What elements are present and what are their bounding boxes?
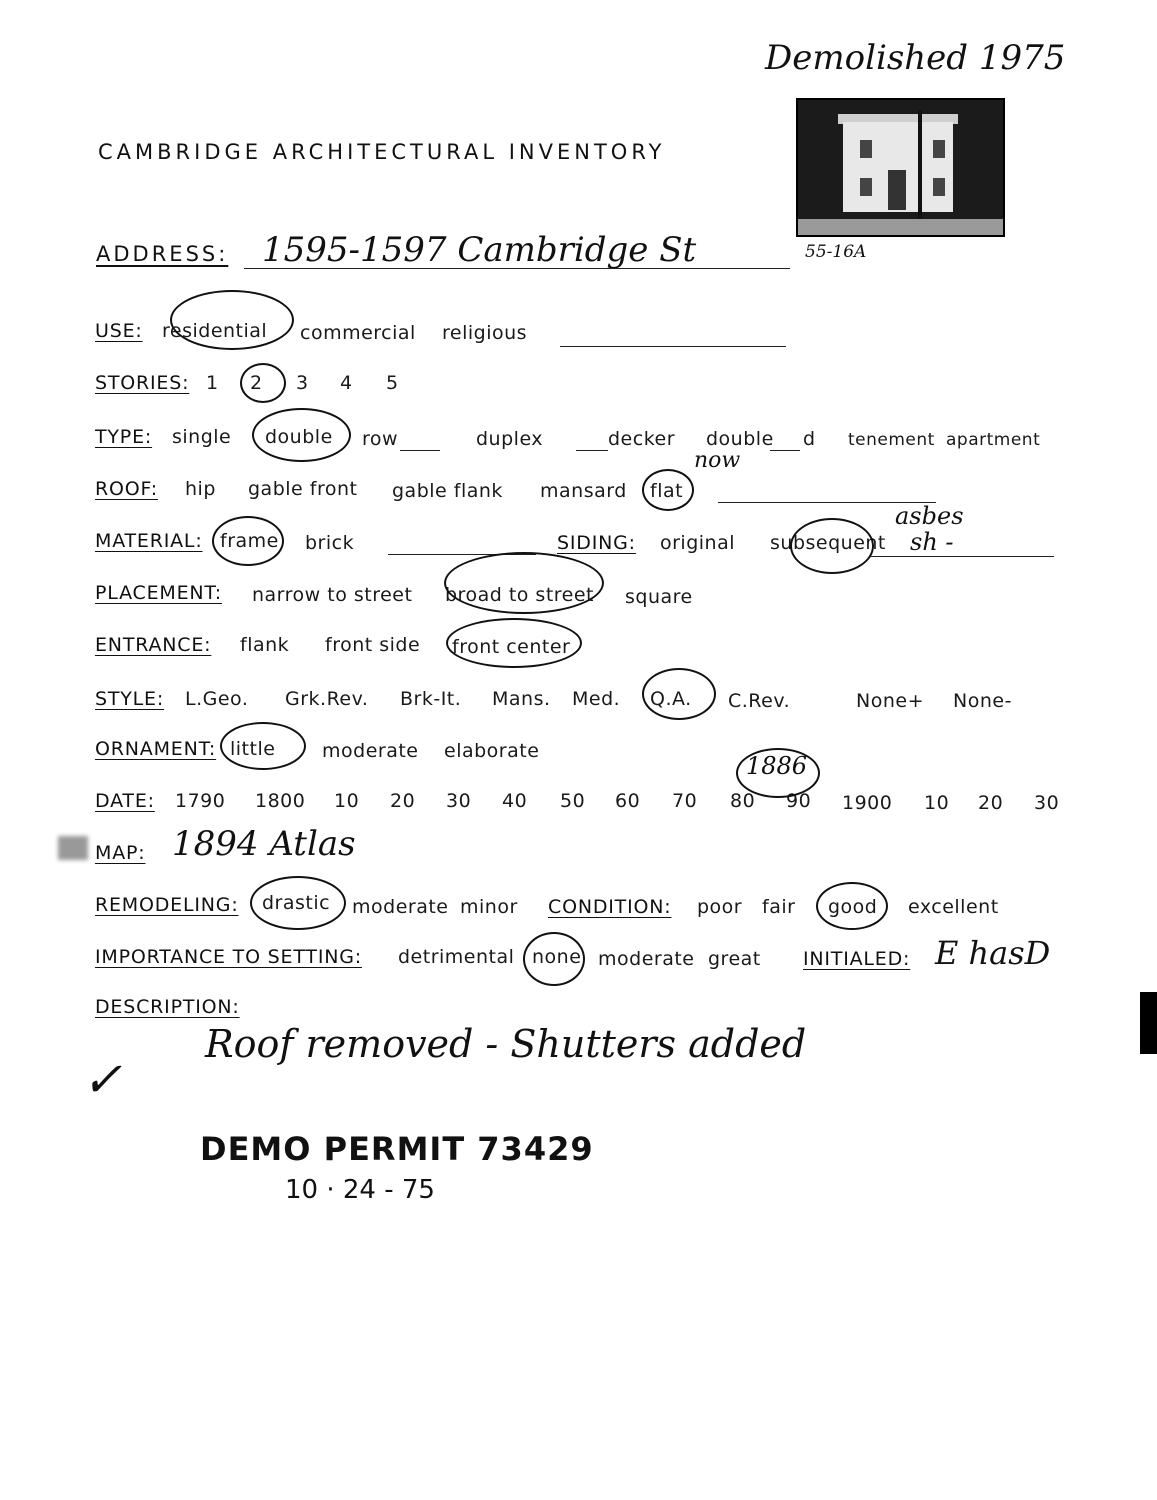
type-option: decker xyxy=(608,428,676,450)
use-option-commercial: commercial xyxy=(300,322,416,344)
entrance-option: flank xyxy=(240,634,290,656)
roof-note: now xyxy=(694,448,741,473)
siding-note: asbes xyxy=(895,502,964,530)
circle-mark xyxy=(212,516,284,566)
entrance-option: front center xyxy=(452,636,571,658)
style-option: L.Geo. xyxy=(185,688,249,710)
use-option-religious: religious xyxy=(442,322,528,344)
style-option: Mans. xyxy=(492,688,551,710)
siding-other-line xyxy=(870,556,1054,557)
siding-option: subsequent xyxy=(770,532,886,554)
stories-option: 1 xyxy=(206,372,219,394)
remodeling-label: REMODELING: xyxy=(95,894,239,916)
ornament-option: elaborate xyxy=(444,740,540,762)
demo-permit-date: 10 · 24 - 75 xyxy=(285,1175,435,1205)
building-photo xyxy=(796,98,1005,237)
type-blank-line xyxy=(400,450,440,451)
condition-label: CONDITION: xyxy=(548,896,672,918)
address-value: 1595-1597 Cambridge St xyxy=(262,230,697,270)
date-option: 20 xyxy=(390,790,416,812)
circle-mark xyxy=(444,552,604,614)
photo-window xyxy=(933,140,945,158)
condition-option: good xyxy=(828,896,878,918)
material-option: brick xyxy=(305,532,355,554)
type-option: d xyxy=(803,428,816,450)
page-title: CAMBRIDGE ARCHITECTURAL INVENTORY xyxy=(98,140,666,164)
date-option: 10 xyxy=(334,790,360,812)
importance-option: moderate xyxy=(598,948,695,970)
stories-option: 5 xyxy=(386,372,399,394)
placement-option: broad to street xyxy=(445,584,595,606)
siding-option: original xyxy=(660,532,736,554)
remodeling-option: minor xyxy=(460,896,518,918)
description-value: Roof removed - Shutters added xyxy=(205,1022,807,1066)
roof-option: gable flank xyxy=(392,480,503,502)
type-option: row xyxy=(362,428,399,450)
address-label: ADDRESS: xyxy=(96,242,229,266)
ornament-label: ORNAMENT: xyxy=(95,738,217,760)
circle-mark xyxy=(220,722,306,770)
date-option: 90 xyxy=(786,790,812,812)
roof-option: hip xyxy=(185,478,216,500)
circle-mark xyxy=(446,618,582,668)
remodeling-option: drastic xyxy=(262,892,331,914)
use-other-line xyxy=(560,346,786,347)
roof-label: ROOF: xyxy=(95,478,158,500)
siding-note: sh - xyxy=(910,528,954,556)
style-option: None- xyxy=(953,690,1012,712)
circle-mark xyxy=(170,290,294,350)
style-option: Brk-It. xyxy=(400,688,462,710)
ornament-option: little xyxy=(230,738,276,760)
stories-option: 4 xyxy=(340,372,353,394)
initialed-label: INITIALED: xyxy=(803,948,911,970)
stories-option: 3 xyxy=(296,372,309,394)
circle-mark xyxy=(790,518,874,574)
condition-option: fair xyxy=(762,896,796,918)
date-option: 1790 xyxy=(175,790,226,812)
date-label: DATE: xyxy=(95,790,155,812)
remodeling-option: moderate xyxy=(352,896,449,918)
entrance-label: ENTRANCE: xyxy=(95,634,212,656)
date-option: 20 xyxy=(978,792,1004,814)
photo-tree xyxy=(918,110,922,220)
ornament-option: moderate xyxy=(322,740,419,762)
photo-reference: 55-16A xyxy=(805,242,867,262)
roof-option: flat xyxy=(650,480,684,502)
description-label: DESCRIPTION: xyxy=(95,996,240,1018)
circle-mark xyxy=(642,668,716,720)
type-blank-line xyxy=(576,450,608,451)
style-label: STYLE: xyxy=(95,688,165,710)
type-label: TYPE: xyxy=(95,426,153,448)
placement-label: PLACEMENT: xyxy=(95,582,222,604)
date-option: 1800 xyxy=(255,790,306,812)
material-label: MATERIAL: xyxy=(95,530,203,552)
type-option: double xyxy=(265,426,333,448)
placement-option: narrow to street xyxy=(252,584,413,606)
date-option: 10 xyxy=(924,792,950,814)
type-blank-line xyxy=(770,450,800,451)
roof-option: mansard xyxy=(540,480,627,502)
circle-mark xyxy=(250,876,346,930)
photo-window xyxy=(933,178,945,196)
circle-mark xyxy=(642,469,694,511)
type-option: tenement xyxy=(848,430,935,450)
style-option: Med. xyxy=(572,688,621,710)
style-option: Q.A. xyxy=(650,688,692,710)
type-option: double xyxy=(706,428,774,450)
date-option: 40 xyxy=(502,790,528,812)
date-option: 30 xyxy=(1034,792,1060,814)
date-option: 80 xyxy=(730,790,756,812)
stories-label: STORIES: xyxy=(95,372,190,394)
style-option: None+ xyxy=(856,690,924,712)
demolished-annotation: Demolished 1975 xyxy=(765,38,1066,78)
photo-door xyxy=(888,170,906,210)
photo-window xyxy=(860,140,872,158)
type-option: single xyxy=(172,426,232,448)
placement-option: square xyxy=(625,586,693,608)
map-label: MAP: xyxy=(95,842,146,864)
importance-option: great xyxy=(708,948,761,970)
date-option: 50 xyxy=(560,790,586,812)
scan-edge-mark xyxy=(1140,992,1157,1054)
stories-option: 2 xyxy=(250,372,263,394)
importance-label: IMPORTANCE TO SETTING: xyxy=(95,946,362,968)
condition-option: excellent xyxy=(908,896,999,918)
circle-mark xyxy=(252,408,351,462)
map-value: 1894 Atlas xyxy=(172,824,356,864)
photo-ground xyxy=(798,219,1003,235)
initialed-value: E hasD xyxy=(935,934,1051,972)
demo-permit: DEMO PERMIT 73429 xyxy=(200,1130,594,1168)
photo-window xyxy=(860,178,872,196)
use-label: USE: xyxy=(95,320,143,342)
checkmark-icon: ✓ xyxy=(82,1052,123,1108)
date-option: 1900 xyxy=(842,792,893,814)
condition-option: poor xyxy=(697,896,743,918)
circle-mark xyxy=(523,932,585,986)
circle-mark xyxy=(240,363,286,403)
style-option: C.Rev. xyxy=(728,690,791,712)
importance-option: detrimental xyxy=(398,946,515,968)
siding-label: SIDING: xyxy=(557,532,636,554)
type-option: duplex xyxy=(476,428,544,450)
date-note: 1886 xyxy=(746,752,808,780)
style-option: Grk.Rev. xyxy=(285,688,369,710)
roof-option: gable front xyxy=(248,478,358,500)
date-option: 60 xyxy=(615,790,641,812)
entrance-option: front side xyxy=(325,634,421,656)
date-option: 30 xyxy=(446,790,472,812)
use-option-residential: residential xyxy=(162,320,268,342)
type-option: apartment xyxy=(946,430,1041,450)
date-option: 70 xyxy=(672,790,698,812)
smudge-mark xyxy=(58,836,88,860)
material-option: frame xyxy=(220,530,279,552)
importance-option: none xyxy=(532,946,582,968)
circle-mark xyxy=(816,882,888,930)
